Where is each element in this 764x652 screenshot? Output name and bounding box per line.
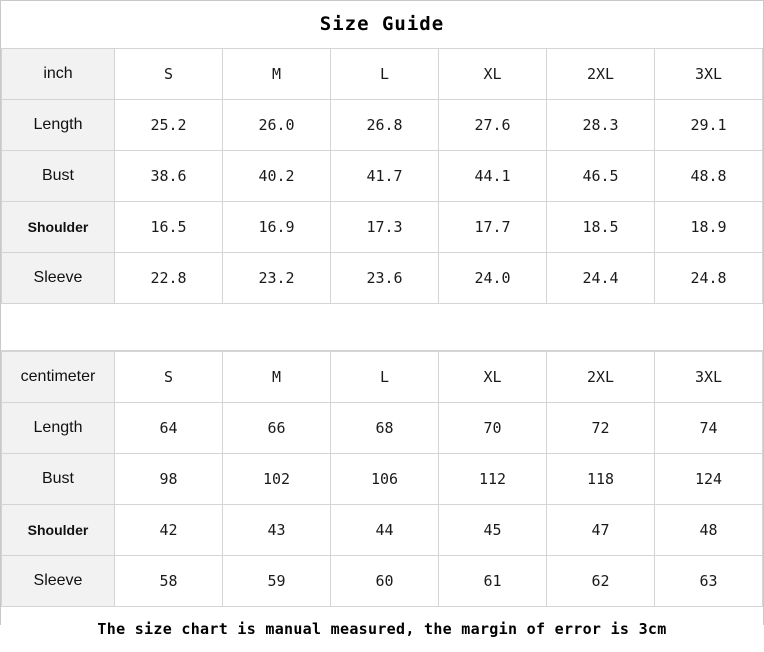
- cell-shoulder-m: 43: [223, 505, 331, 556]
- cell-length-3xl: 29.1: [655, 100, 763, 151]
- size-header-m: M: [223, 49, 331, 100]
- cell-length-m: 26.0: [223, 100, 331, 151]
- table-row: [2, 454, 763, 505]
- size-header-s: S: [115, 49, 223, 100]
- size-header-s: S: [115, 352, 223, 403]
- table-row: [2, 202, 763, 253]
- table-row: [2, 253, 763, 304]
- cell-length-xl: 70: [439, 403, 547, 454]
- cell-sleeve-2xl: 62: [547, 556, 655, 607]
- cell-length-3xl: 74: [655, 403, 763, 454]
- size-header-m: M: [223, 352, 331, 403]
- size-header-l: L: [331, 49, 439, 100]
- size-header-2xl: 2XL: [547, 352, 655, 403]
- cell-sleeve-m: 59: [223, 556, 331, 607]
- cell-length-l: 26.8: [331, 100, 439, 151]
- row-label-shoulder: Shoulder: [2, 505, 115, 556]
- size-header-3xl: 3XL: [655, 352, 763, 403]
- row-label-sleeve: Sleeve: [2, 556, 115, 607]
- table-row: [2, 100, 763, 151]
- cell-bust-m: 40.2: [223, 151, 331, 202]
- size-table-inch: [1, 48, 763, 304]
- cell-shoulder-xl: 17.7: [439, 202, 547, 253]
- row-label-shoulder: Shoulder: [2, 202, 115, 253]
- cell-bust-m: 102: [223, 454, 331, 505]
- cell-bust-s: 98: [115, 454, 223, 505]
- cell-shoulder-3xl: 18.9: [655, 202, 763, 253]
- cell-sleeve-3xl: 63: [655, 556, 763, 607]
- cell-sleeve-m: 23.2: [223, 253, 331, 304]
- cell-shoulder-s: 16.5: [115, 202, 223, 253]
- page-title: Size Guide: [1, 1, 763, 48]
- cell-shoulder-l: 17.3: [331, 202, 439, 253]
- table-header-row: [2, 49, 763, 100]
- cell-sleeve-s: 22.8: [115, 253, 223, 304]
- cell-sleeve-xl: 24.0: [439, 253, 547, 304]
- table-header-row: [2, 352, 763, 403]
- row-label-sleeve: Sleeve: [2, 253, 115, 304]
- cell-length-2xl: 72: [547, 403, 655, 454]
- row-label-length: Length: [2, 100, 115, 151]
- cell-bust-xl: 44.1: [439, 151, 547, 202]
- cell-shoulder-m: 16.9: [223, 202, 331, 253]
- table-row: [2, 151, 763, 202]
- table-separator: [1, 304, 763, 351]
- size-header-3xl: 3XL: [655, 49, 763, 100]
- size-header-2xl: 2XL: [547, 49, 655, 100]
- size-header-l: L: [331, 352, 439, 403]
- row-label-length: Length: [2, 403, 115, 454]
- cell-shoulder-2xl: 47: [547, 505, 655, 556]
- cell-bust-2xl: 46.5: [547, 151, 655, 202]
- size-header-xl: XL: [439, 352, 547, 403]
- cell-length-xl: 27.6: [439, 100, 547, 151]
- cell-sleeve-2xl: 24.4: [547, 253, 655, 304]
- table-row: [2, 403, 763, 454]
- cell-bust-3xl: 124: [655, 454, 763, 505]
- cell-length-l: 68: [331, 403, 439, 454]
- cell-sleeve-xl: 61: [439, 556, 547, 607]
- unit-label-inch: inch: [2, 49, 115, 100]
- cell-bust-2xl: 118: [547, 454, 655, 505]
- cell-shoulder-3xl: 48: [655, 505, 763, 556]
- cell-shoulder-2xl: 18.5: [547, 202, 655, 253]
- cell-length-s: 64: [115, 403, 223, 454]
- footer-note: The size chart is manual measured, the margin of error is 3cm: [1, 607, 763, 652]
- cell-length-2xl: 28.3: [547, 100, 655, 151]
- cell-shoulder-l: 44: [331, 505, 439, 556]
- cell-shoulder-s: 42: [115, 505, 223, 556]
- cell-sleeve-s: 58: [115, 556, 223, 607]
- row-label-bust: Bust: [2, 454, 115, 505]
- cell-length-s: 25.2: [115, 100, 223, 151]
- cell-bust-l: 41.7: [331, 151, 439, 202]
- size-table-centimeter: [1, 351, 763, 607]
- cell-shoulder-xl: 45: [439, 505, 547, 556]
- size-header-xl: XL: [439, 49, 547, 100]
- cell-bust-3xl: 48.8: [655, 151, 763, 202]
- cell-bust-l: 106: [331, 454, 439, 505]
- table-row: [2, 556, 763, 607]
- row-label-bust: Bust: [2, 151, 115, 202]
- cell-sleeve-3xl: 24.8: [655, 253, 763, 304]
- table-row: [2, 505, 763, 556]
- cell-length-m: 66: [223, 403, 331, 454]
- cell-bust-xl: 112: [439, 454, 547, 505]
- cell-sleeve-l: 23.6: [331, 253, 439, 304]
- cell-sleeve-l: 60: [331, 556, 439, 607]
- cell-bust-s: 38.6: [115, 151, 223, 202]
- unit-label-centimeter: centimeter: [2, 352, 115, 403]
